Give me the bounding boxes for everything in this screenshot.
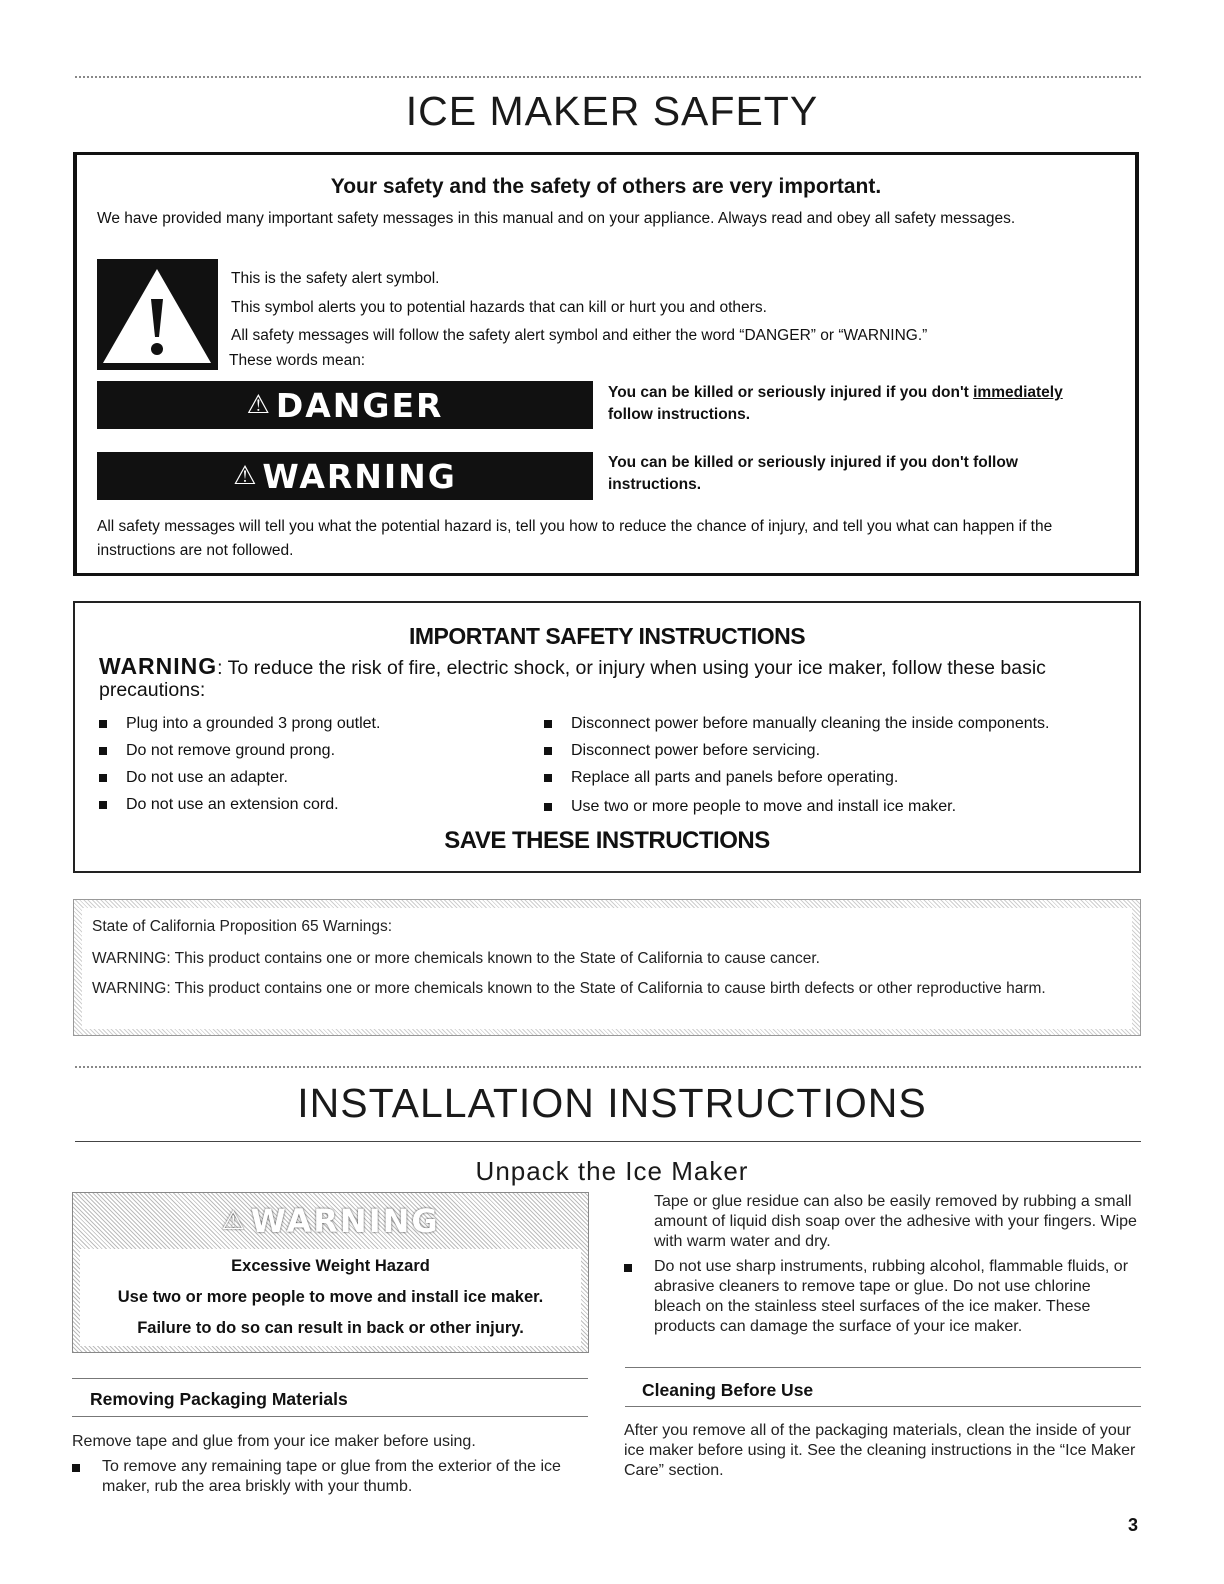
section-title-safety: ICE MAKER SAFETY (405, 88, 819, 134)
removing-bullet-text: To remove any remaining tape or glue from the exterior of the ice maker, rub the area briskly with your thumb. (102, 1458, 561, 1495)
prop65-box (73, 899, 1141, 1036)
alert-line: These words mean: (229, 351, 366, 369)
bullet (72, 1464, 80, 1472)
safety-footer: All safety messages will tell you what the potential hazard is, tell you how to reduce the chance of injury, and tell you what can happen if the instructions are not followed. (97, 518, 1053, 559)
list-item: Do not use an extension cord. (99, 795, 380, 822)
residue-paragraph: Tape or glue residue can also be easily removed by rubbing a small amount of liquid dish soap over the adhesive with your fingers. Wipe with warm water and dry. (654, 1193, 1137, 1250)
warning-description: You can be killed or seriously injured if you don't follow instructions. (608, 454, 1018, 493)
prop65-heading: State of California Proposition 65 Warnings: (92, 918, 393, 935)
danger-text-part: follow instructions. (608, 406, 751, 423)
top-divider (75, 76, 1141, 78)
important-instructions-heading: IMPORTANT SAFETY INSTRUCTIONS (408, 623, 806, 649)
prop65-warning-cancer: WARNING: This product contains one or more chemicals known to the State of California to cause cancer. (92, 950, 820, 967)
caution-bullet-text: Do not use sharp instruments, rubbing alcohol, flammable fluids, or abrasive cleaners to remove tape or glue. Do not use chlorine bleach on the stainless steel surfaces of the ice maker. These products can damage the surface of your ice maker. (654, 1258, 1129, 1335)
bullet (624, 1264, 632, 1272)
weight-hazard-warning-box (72, 1192, 589, 1353)
prop65-content (82, 908, 1132, 1029)
danger-text-emphasis: immediately (973, 384, 1063, 401)
warning-signal-bar (97, 452, 593, 500)
safety-box (73, 152, 1139, 576)
warning-triangle-icon: ⚠ (246, 390, 272, 420)
list-item: Disconnect power before servicing. (544, 741, 1050, 768)
danger-text-part: You can be killed or seriously injured if you don't (608, 384, 974, 401)
list-item: Disconnect power before manually cleaning the inside components. (544, 714, 1050, 741)
warning-content (80, 1249, 581, 1346)
danger-label: DANGER (275, 385, 444, 425)
installation-top-divider (75, 1066, 1141, 1068)
divider (72, 1378, 588, 1379)
page-number: 3 (1128, 1515, 1139, 1535)
prop65-warning-birth-defects: WARNING: This product contains one or more chemicals known to the State of California to cause birth defects or other reproductive harm. (92, 980, 1046, 997)
list-item: Use two or more people to move and install ice maker. (544, 797, 1050, 824)
list-item: Replace all parts and panels before operating. (544, 768, 1050, 797)
safety-intro: We have provided many important safety messages in this manual and on your appliance. Always read and obey all safety messages. (97, 210, 1016, 227)
warning-label: WARNING (250, 1202, 440, 1240)
warning-word: WARNING (99, 653, 218, 679)
safety-heading: Your safety and the safety of others are very important. (330, 175, 882, 198)
alert-line: All safety messages will follow the safety alert symbol and either the word “DANGER” or “WARNING.” (231, 327, 928, 344)
hazard-line: Failure to do so can result in back or other injury. (137, 1319, 524, 1337)
divider (625, 1367, 1141, 1368)
warning-triangle-icon: ⚠ (233, 461, 259, 491)
precautions-left-list (99, 714, 380, 822)
alert-symbol-description (231, 265, 927, 371)
alert-line: This is the safety alert symbol. (231, 270, 440, 287)
removing-intro: Remove tape and glue from your ice maker before using. (72, 1433, 476, 1450)
save-instructions: SAVE THESE INSTRUCTIONS (444, 827, 770, 854)
installation-title-rule (75, 1141, 1141, 1142)
alert-line: This symbol alerts you to potential hazards that can kill or hurt you and others. (231, 298, 767, 316)
warning-banner (73, 1193, 588, 1249)
section-title-installation: INSTALLATION INSTRUCTIONS (297, 1080, 927, 1126)
important-instructions-warning (99, 655, 1119, 701)
cleaning-text: After you remove all of the packaging materials, clean the inside of your ice maker before using it. See the cleaning instructions in the “Ice Maker Care” section. (624, 1422, 1136, 1479)
list-item: Do not use an adapter. (99, 768, 380, 795)
hazard-line: Use two or more people to move and install ice maker. (117, 1288, 544, 1306)
hazard-title: Excessive Weight Hazard (231, 1257, 430, 1275)
list-item: Do not remove ground prong. (99, 741, 380, 768)
important-instructions-box (73, 601, 1141, 873)
removing-packaging-heading: Removing Packaging Materials (90, 1389, 348, 1409)
warning-triangle-icon: ⚠ (221, 1206, 247, 1236)
cleaning-before-use-heading: Cleaning Before Use (642, 1380, 814, 1400)
divider (72, 1416, 588, 1417)
warning-label: WARNING (262, 456, 457, 496)
danger-description (608, 382, 1138, 426)
list-item: Plug into a grounded 3 prong outlet. (99, 714, 380, 741)
subsection-title-unpack: Unpack the Ice Maker (475, 1156, 749, 1186)
precautions-right-list (544, 714, 1050, 824)
danger-signal-bar (97, 381, 593, 429)
safety-alert-icon (97, 259, 218, 370)
warning-text: : To reduce the risk of fire, electric shock, or injury when using your ice maker, follow these basic precautions: (99, 657, 1046, 701)
divider (625, 1406, 1141, 1407)
